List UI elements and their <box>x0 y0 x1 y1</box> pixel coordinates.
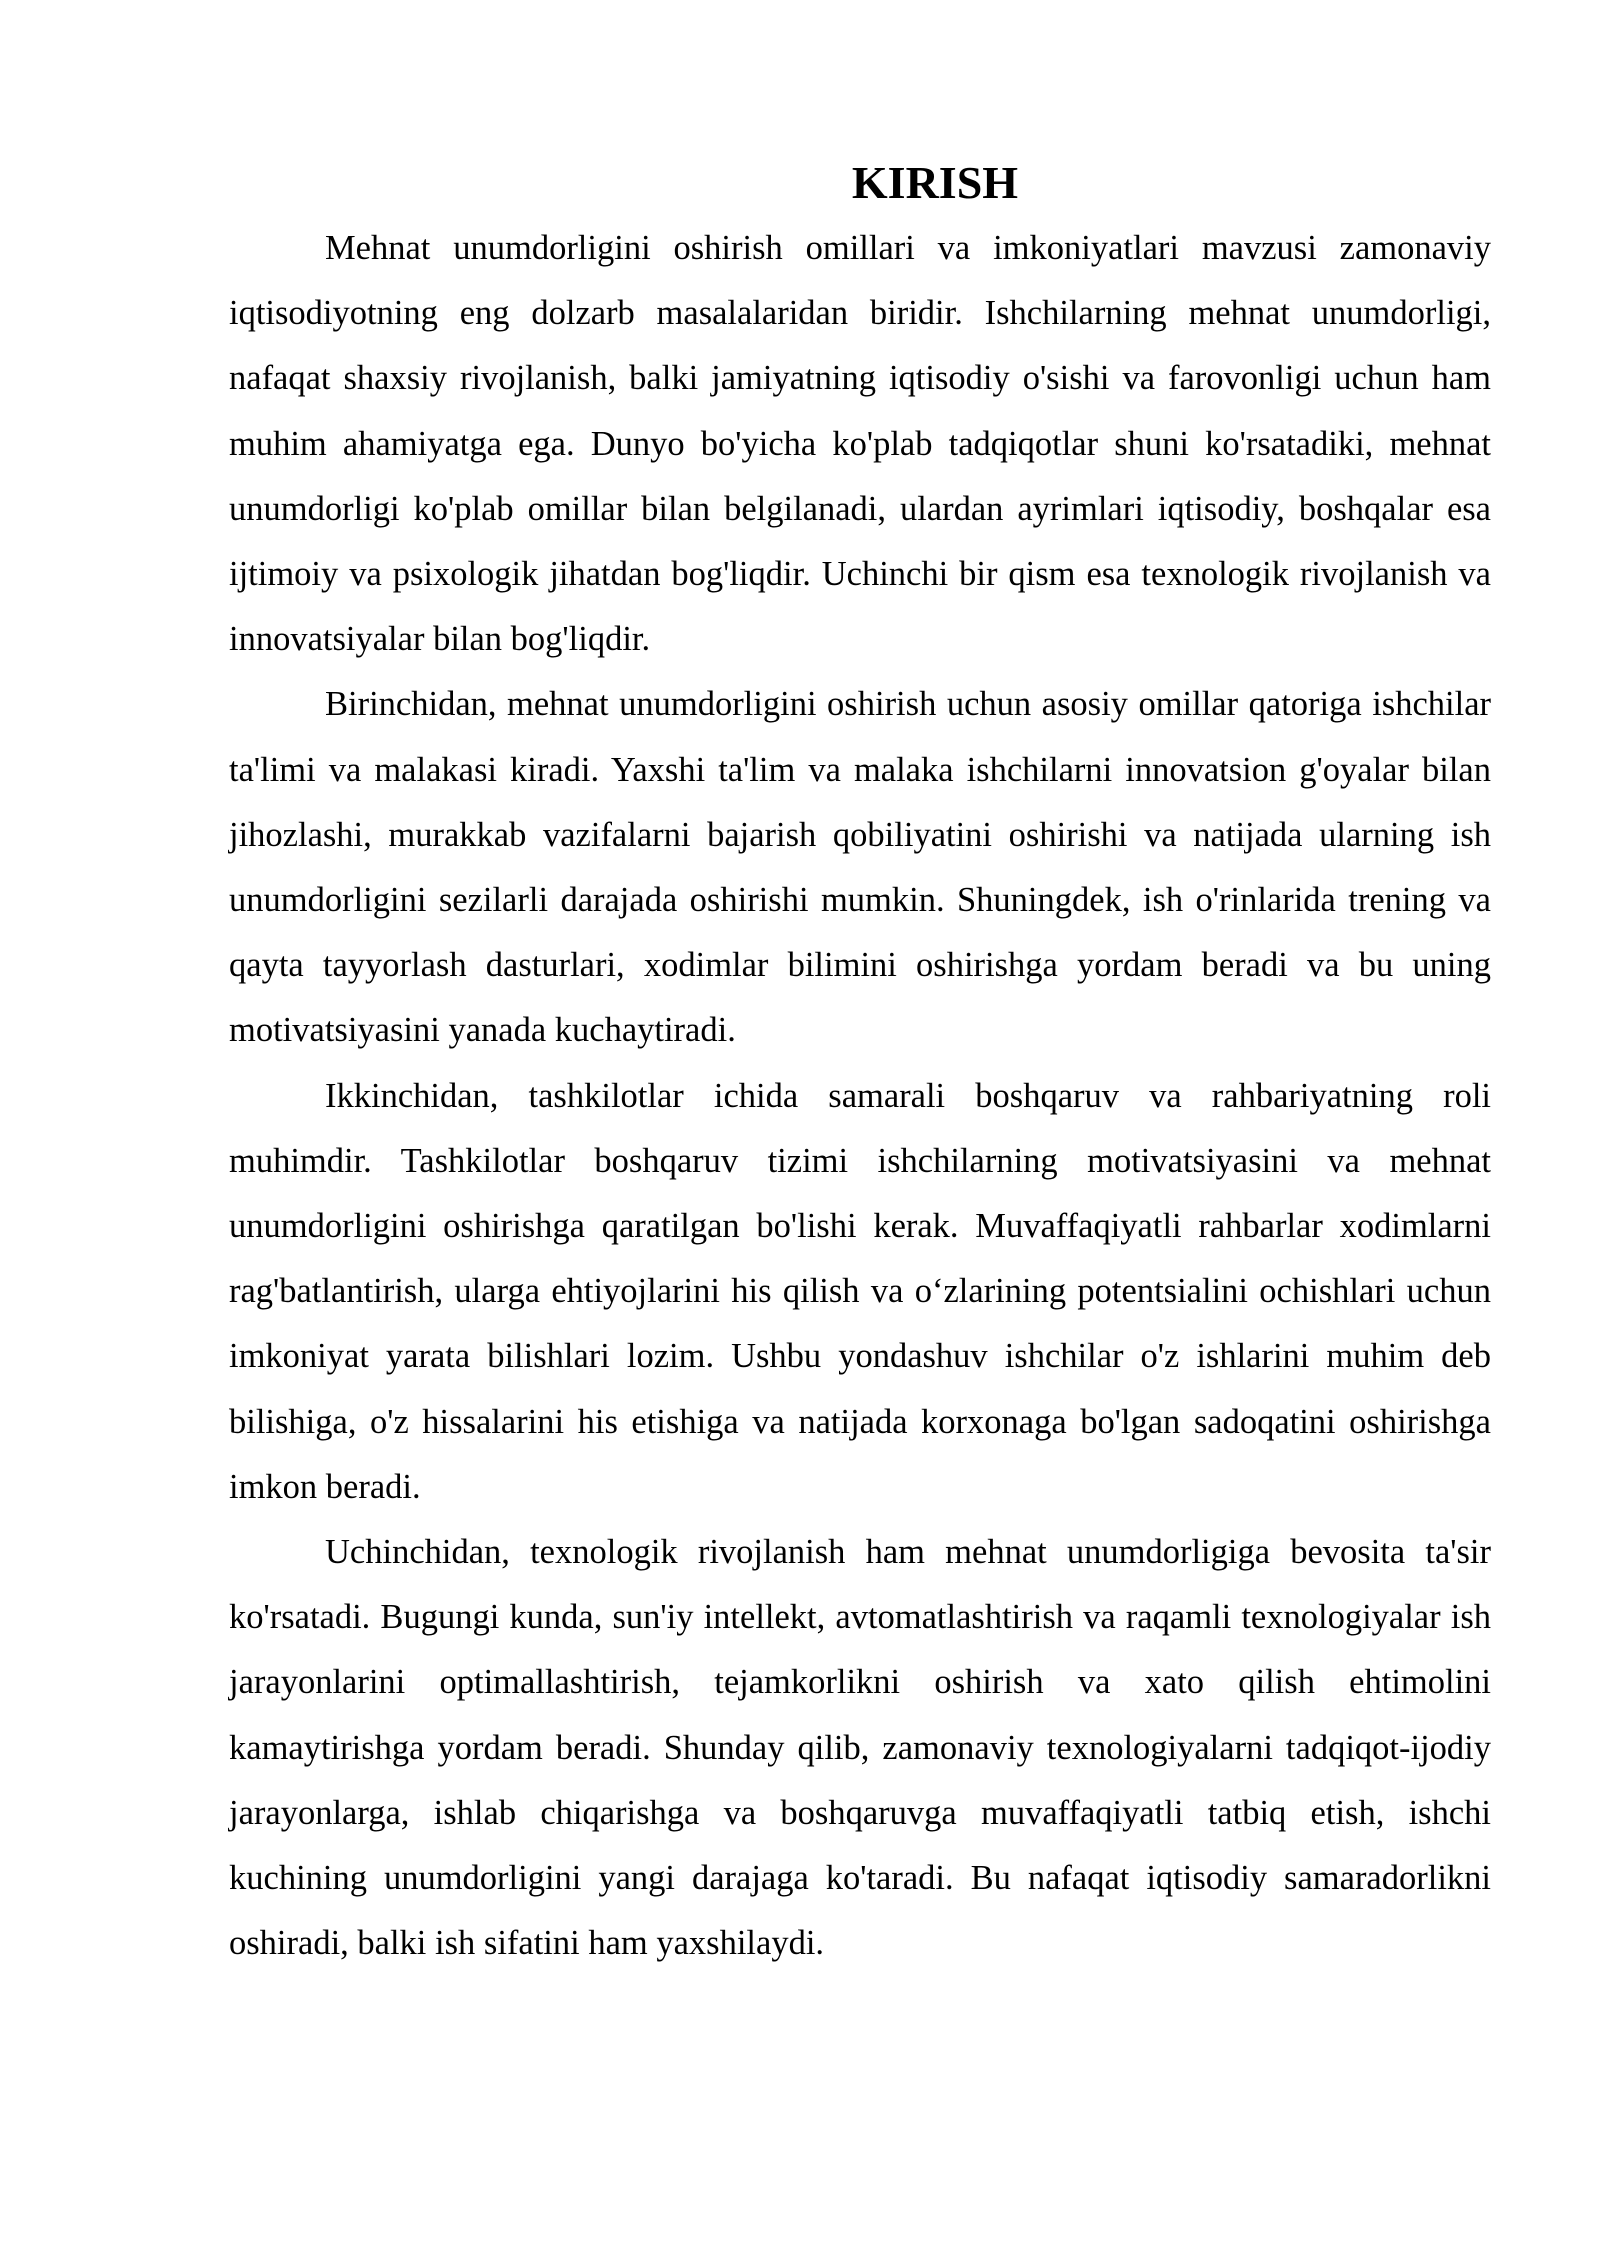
page-title: KIRISH <box>851 157 1019 208</box>
paragraph-third-factor: Uchinchidan, texnologik rivojlanish ham mehnat unumdorligiga bevosita ta'sir ko'rsatadi. Bugungi kunda, sun'iy intellekt, avtomatlashtirish va raqamli texnologiyalar ish jarayonlarini optimallashtirish, tejamkorlikni oshirish va xato qilish ehtimolini kamaytirishga yordam beradi. Shunday qilib, zamonaviy texnologiyalarni tadqiqot-ijodiy jarayonlarga, ishlab chiqarishga va boshqaruvga muvaffaqiyatli tatbiq etish, ishchi kuchining unumdorligini yangi darajaga ko'taradi. Bu nafaqat iqtisodiy samaradorlikni oshiradi, balki ish sifatini ham yaxshilaydi. <box>229 1533 1491 1963</box>
document-page <box>229 150 1491 1976</box>
paragraph-second-factor: Ikkinchidan, tashkilotlar ichida samarali boshqaruv va rahbariyatning roli muhimdir. Tashkilotlar boshqaruv tizimi ishchilarning motivatsiyasini va mehnat unumdorligini oshirishga qaratilgan bo'lishi kerak. Muvaffaqiyatli rahbarlar xodimlarni rag'batlantirish, ularga ehtiyojlarini his qilish va o‘zlarining potentsialini ochishlari uchun imkoniyat yarata bilishlari lozim. Ushbu yondashuv ishchilar o'z ishlarini muhim deb bilishiga, o'z hissalarini his etishiga va natijada korxonaga bo'lgan sadoqatini oshirishga imkon beradi. <box>229 1076 1491 1506</box>
paragraph-first-factor: Birinchidan, mehnat unumdorligini oshirish uchun asosiy omillar qatoriga ishchilar ta'limi va malakasi kiradi. Yaxshi ta'lim va malaka ishchilarni innovatsion g'oyalar bilan jihozlashi, murakkab vazifalarni bajarish qobiliyatini oshirishi va natijada ularning ish unumdorligini sezilarli darajada oshirishi mumkin. Shuningdek, ish o'rinlarida trening va qayta tayyorlash dasturlari, xodimlar bilimini oshirishga yordam beradi va bu uning motivatsiyasini yanada kuchaytiradi. <box>229 685 1491 1050</box>
paragraph-intro: Mehnat unumdorligini oshirish omillari va imkoniyatlari mavzusi zamonaviy iqtisodiyotning eng dolzarb masalalaridan biridir. Ishchilarning mehnat unumdorligi, nafaqat shaxsiy rivojlanish, balki jamiyatning iqtisodiy o'sishi va farovonligi uchun ham muhim ahamiyatga ega. Dunyo bo'yicha ko'plab tadqiqotlar shuni ko'rsatadiki, mehnat unumdorligi ko'plab omillar bilan belgilanadi, ulardan ayrimlari iqtisodiy, boshqalar esa ijtimoiy va psixologik jihatdan bog'liqdir. Uchinchi bir qism esa texnologik rivojlanish va innovatsiyalar bilan bog'liqdir. <box>229 229 1491 659</box>
